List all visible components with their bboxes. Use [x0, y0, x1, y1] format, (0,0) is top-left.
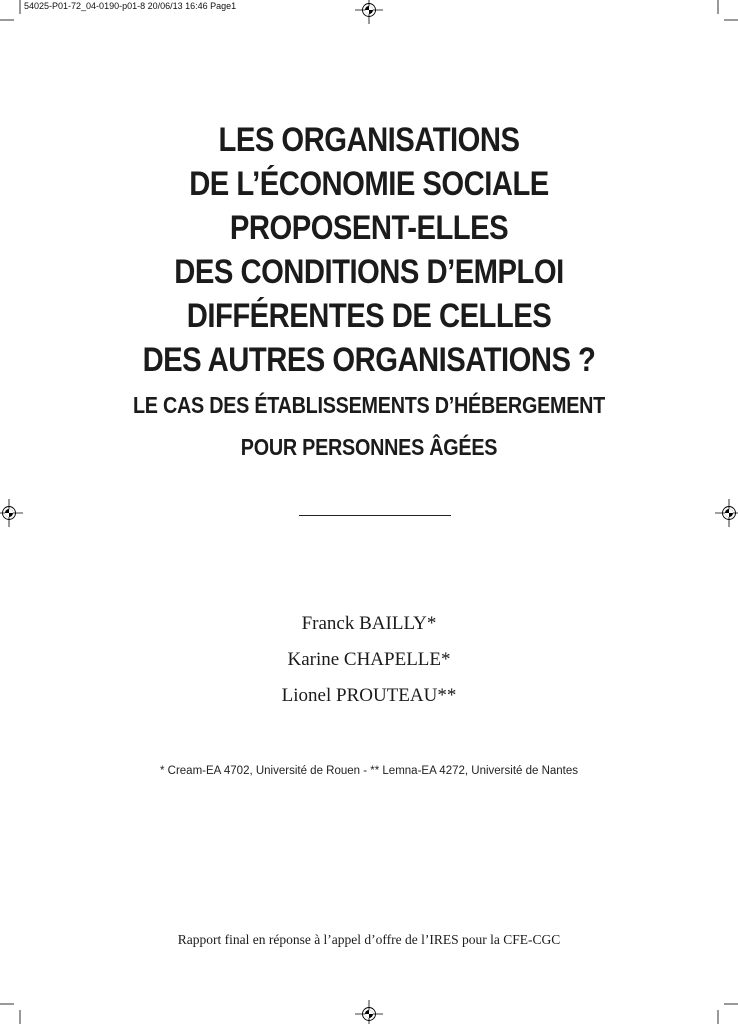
- registration-mark-icon: [355, 0, 383, 24]
- title-line: DES AUTRES ORGANISATIONS ?: [142, 341, 596, 379]
- title-line: PROPOSENT-ELLES: [229, 209, 509, 247]
- author-list: [0, 606, 738, 714]
- affiliations: * Cream-EA 4702, Université de Rouen - ** Lemna-EA 4272, Université de Nantes: [159, 765, 579, 777]
- registration-mark-icon: [715, 499, 738, 527]
- subtitle-line: POUR PERSONNES ÂGÉES: [240, 434, 498, 460]
- title-line: DE L’ÉCONOMIE SOCIALE: [189, 165, 549, 203]
- title-divider: [299, 515, 451, 516]
- subtitle: [0, 384, 738, 468]
- page-title: [0, 118, 738, 382]
- author-name: Franck BAILLY*: [301, 613, 437, 634]
- author-name: Karine CHAPELLE*: [287, 649, 451, 670]
- report-note: Rapport final en réponse à l’appel d’offre de l’IRES pour la CFE-CGC: [177, 932, 561, 947]
- registration-mark-icon: [355, 1000, 383, 1024]
- title-line: DIFFÉRENTES DE CELLES: [186, 297, 552, 335]
- title-line: DES CONDITIONS D’EMPLOI: [174, 253, 564, 291]
- registration-mark-icon: [0, 499, 23, 527]
- print-slug: 54025-P01-72_04-0190-p01-8 20/06/13 16:46 Page1: [24, 1, 237, 11]
- author-name: Lionel PROUTEAU**: [281, 685, 457, 706]
- title-line: LES ORGANISATIONS: [218, 121, 520, 159]
- subtitle-line: LE CAS DES ÉTABLISSEMENTS D’HÉBERGEMENT: [132, 392, 606, 418]
